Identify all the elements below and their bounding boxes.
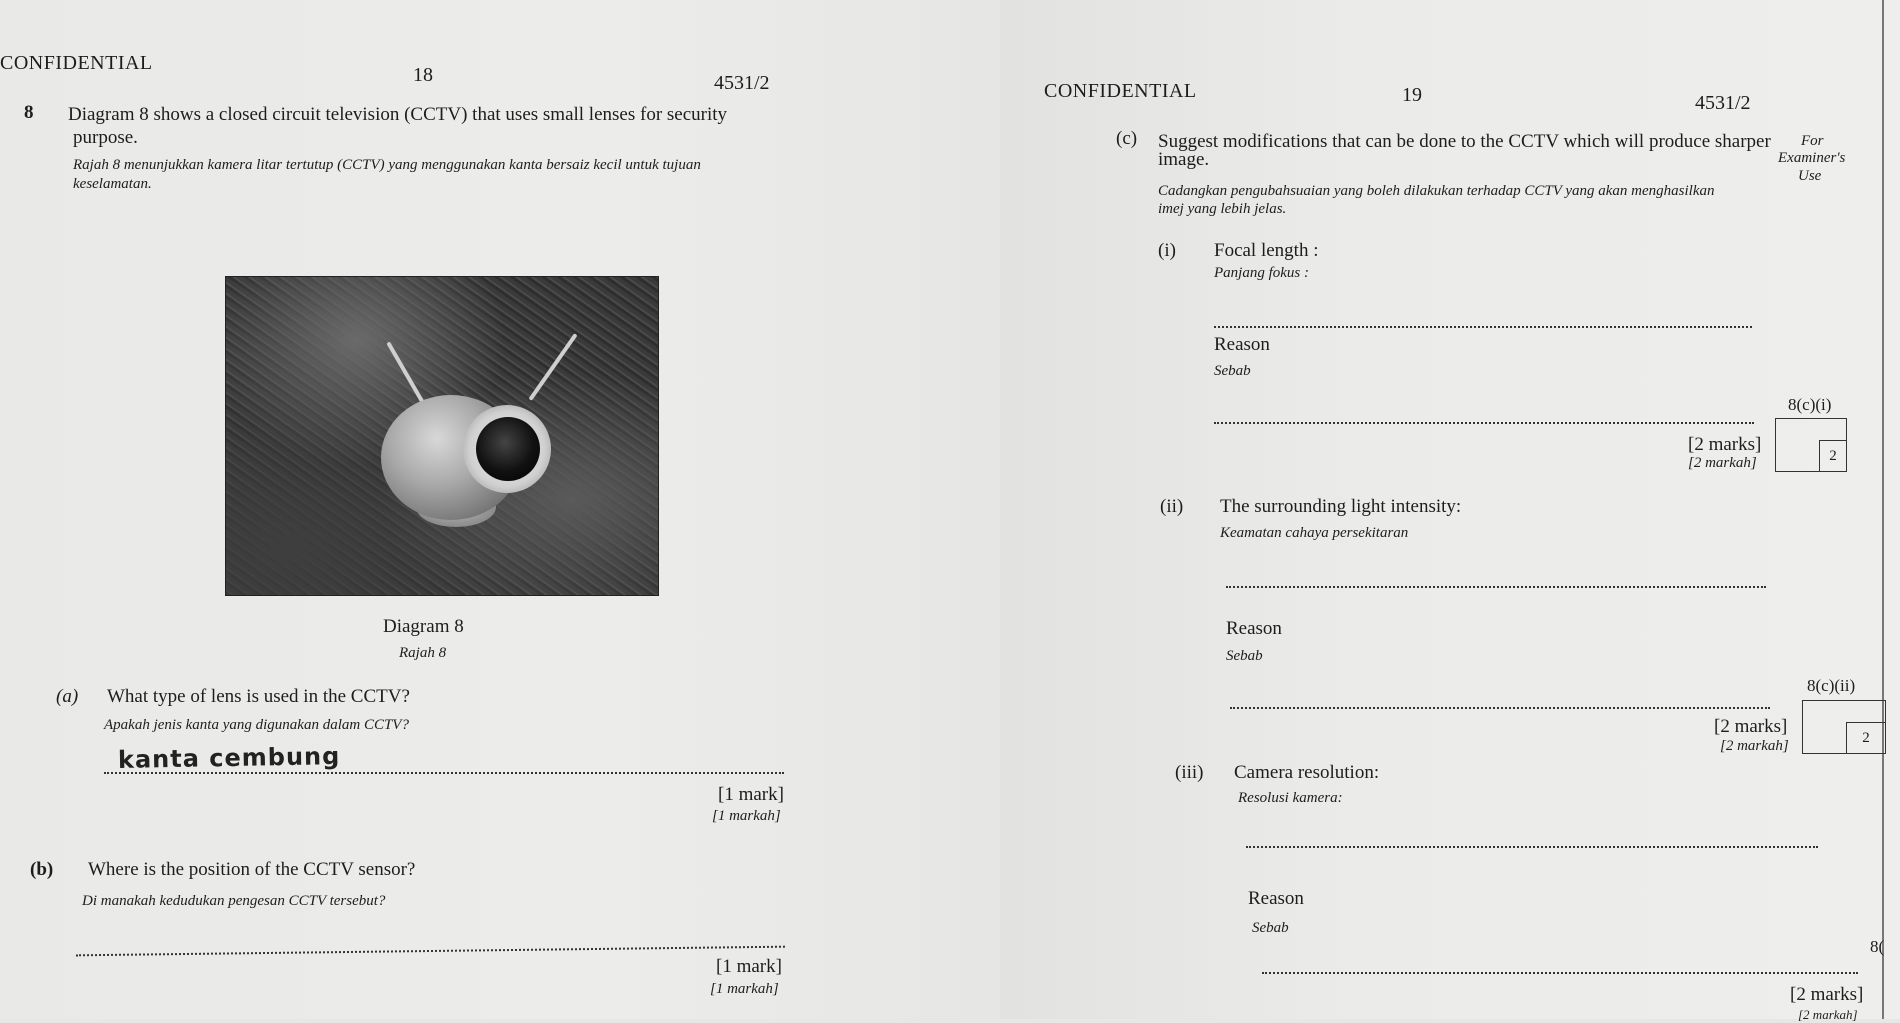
sub-ii-marks: [2 marks] (1714, 716, 1788, 737)
camera-lens (476, 417, 540, 481)
part-b-question: Where is the position of the CCTV sensor? (88, 859, 416, 880)
intro-en-line1: Diagram 8 shows a closed circuit television (CCTV) that uses small lenses for security (68, 104, 728, 125)
sub-ii-reason-ms: Sebab (1226, 648, 1263, 664)
part-b-marks-ms: [1 markah] (710, 981, 779, 997)
part-a-label: (a) (56, 686, 79, 707)
sub-ii-reason-line[interactable] (1230, 707, 1770, 709)
sub-ii-question-ms: Keamatan cahaya persekitaran (1220, 525, 1409, 541)
confidential-header-right: CONFIDENTIAL (1044, 80, 1197, 102)
sub-ii-code: 8(c)(ii) (1807, 676, 1856, 695)
sub-i-reason: Reason (1214, 334, 1270, 355)
confidential-header: CONFIDENTIAL (0, 52, 153, 74)
diagram-caption: Diagram 8 (383, 616, 464, 637)
part-b-question-ms: Di manakah kedudukan pengesan CCTV tersebut? (82, 893, 386, 909)
sub-ii-question: The surrounding light intensity: (1220, 496, 1462, 517)
sub-i-answer-line[interactable] (1214, 326, 1752, 328)
sub-iii-question: Camera resolution: (1234, 762, 1380, 783)
sub-i-code: 8(c)(i) (1788, 395, 1832, 414)
sub-i-marks-ms: [2 markah] (1688, 455, 1757, 471)
intro-ms-line1: Rajah 8 menunjukkan kamera litar tertutup (CCTV) yang menggunakan kanta bersaiz kecil untuk tujuan (73, 157, 701, 173)
sub-ii-answer-line[interactable] (1226, 586, 1766, 588)
part-b-label: (b) (30, 859, 54, 880)
examiner-use: Use (1798, 168, 1822, 184)
sub-iii-question-ms: Resolusi kamera: (1238, 790, 1343, 806)
sub-i-question: Focal length : (1214, 240, 1319, 261)
sub-iii-reason-line[interactable] (1262, 972, 1858, 974)
sub-i-reason-line[interactable] (1214, 422, 1754, 424)
sub-i-reason-ms: Sebab (1214, 363, 1251, 379)
page-number: 18 (413, 64, 433, 86)
part-a-answer-line[interactable] (104, 772, 784, 774)
sub-iii-reason: Reason (1248, 888, 1304, 909)
cctv-photo (225, 276, 659, 596)
part-c-line2: image. (1158, 149, 1210, 170)
part-c-ms-line1: Cadangkan pengubahsuaian yang boleh dilakukan terhadap CCTV yang akan menghasilkan (1158, 183, 1715, 199)
part-c-label: (c) (1116, 128, 1138, 149)
question-number: 8 (24, 102, 34, 123)
part-c-line1: Suggest modifications that can be done to the CCTV which will produce sharper (1158, 131, 1771, 152)
right-page (1000, 0, 1900, 1022)
sub-i-marks: [2 marks] (1688, 434, 1762, 455)
part-a-question: What type of lens is used in the CCTV? (107, 686, 410, 707)
part-a-marks: [1 mark] (718, 784, 784, 805)
diagram-caption-ms: Rajah 8 (399, 645, 447, 661)
examiner-label: Examiner's (1778, 150, 1846, 166)
examiner-column-line (1882, 0, 1884, 1019)
sub-ii-marks-ms: [2 markah] (1720, 738, 1789, 754)
sub-ii-label: (ii) (1160, 496, 1184, 517)
part-b-marks: [1 mark] (716, 956, 782, 977)
sub-iii-marks-ms: [2 markah] (1798, 1007, 1858, 1022)
sub-i-max-score: 2 (1819, 440, 1847, 472)
sub-i-question-ms: Panjang fokus : (1214, 265, 1309, 281)
sub-ii-max-score: 2 (1846, 722, 1886, 754)
part-a-question-ms: Apakah jenis kanta yang digunakan dalam CCTV? (104, 717, 409, 733)
sub-iii-marks: [2 marks] (1790, 984, 1864, 1005)
antenna-right (528, 333, 577, 401)
paper-code-right: 4531/2 (1695, 92, 1751, 114)
sub-i-label: (i) (1158, 240, 1176, 261)
sub-iii-label: (iii) (1175, 762, 1204, 783)
intro-ms-line2: keselamatan. (73, 176, 152, 192)
examiner-for: For (1801, 133, 1824, 149)
paper-code: 4531/2 (714, 72, 770, 94)
part-a-marks-ms: [1 markah] (712, 808, 781, 824)
page-number-right: 19 (1402, 84, 1422, 106)
part-c-ms-line2: imej yang lebih jelas. (1158, 201, 1287, 217)
sub-iii-reason-ms: Sebab (1252, 920, 1289, 936)
sub-iii-answer-line[interactable] (1246, 846, 1818, 848)
part-a-handwritten-answer: kanta cembung (117, 742, 341, 774)
sub-ii-reason: Reason (1226, 618, 1282, 639)
sub-iii-code: 8( (1870, 937, 1885, 956)
intro-en-line2: purpose. (73, 127, 138, 148)
part-b-answer-line[interactable] (76, 946, 785, 957)
